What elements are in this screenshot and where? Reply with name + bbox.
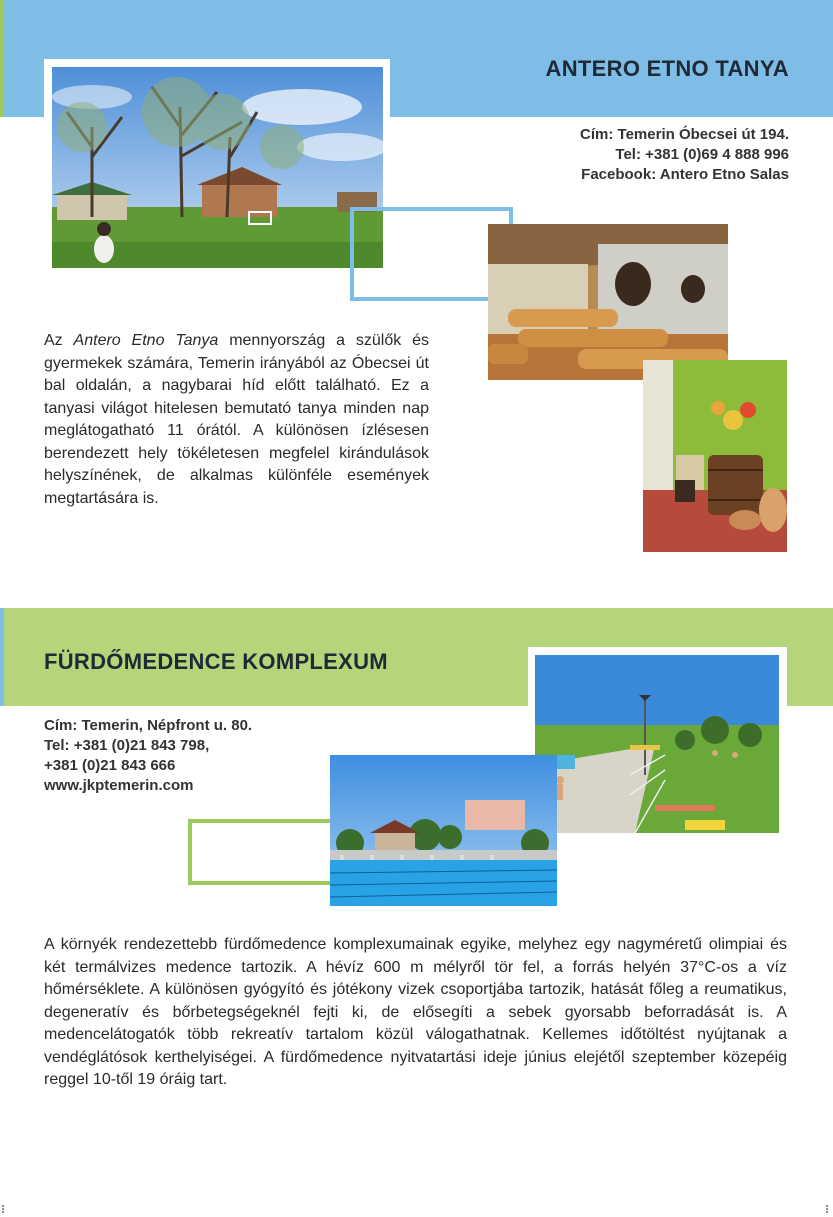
- website-link[interactable]: www.jkptemerin.com: [44, 777, 194, 794]
- section-title-antero: ANTERO ETNO TANYA: [545, 56, 789, 81]
- phone-line: Tel: +381 (0)21 843 798,: [44, 737, 210, 754]
- olympic-pool-photo: [330, 755, 557, 906]
- facebook-link[interactable]: Facebook: Antero Etno Salas: [581, 166, 789, 183]
- address-line: Cím: Temerin, Népfront u. 80.: [44, 717, 253, 734]
- antero-name-italic: Antero Etno Tanya: [73, 332, 219, 349]
- address-line: Cím: Temerin Óbecsei út 194.: [580, 126, 789, 143]
- band-edge-accent: [0, 608, 4, 706]
- decorative-square-green: [188, 819, 332, 885]
- antero-description: Az Antero Etno Tanya mennyország a szülők és gyermekek számára, Temerin irányából az Óbecsei út bal oldalán, a nagybarai híd előtt található. Ez a tanyasi világot hitelesen bemutató tanya minden nap meglátogatható 11 órától. A különösen ízlésesen berendezett hely tökéletesen megfelel kirándulások helyszínének, de alkalmas különféle események megtartására is.: [44, 332, 429, 507]
- pottery-photo: [643, 360, 787, 552]
- farm-photo: [52, 67, 383, 268]
- dining-hall-photo: [488, 224, 728, 380]
- phone-line-2: +381 (0)21 843 666: [44, 757, 176, 774]
- pool-description: A környék rendezettebb fürdőmedence komplexumainak egyike, melyhez egy nagyméretű olimpiai és két termálvizes medence tartozik. A hévíz 600 m mélyről tör fel, a forrás helyén 37°C-os a víz hőmérséklete. A különösen gyógyító és jótékony vizek csoportjába tartozik, hatását főleg a reumatikus, degeneratív és bőrbetegségeknél fejti ki, de elősegíti a sebek gyorsabb beforradását is. A medencelátogatók több rekreatív tartalom közül válogathatnak. Kellemes időtöltést nyújtanak a vendéglátósok kerthelyiségei. A fürdőmedence nyitvatartási ideje június elejétől szeptember közepéig reggel 10-től 19 óráig tart.: [44, 936, 787, 1088]
- crop-mark: [826, 1205, 830, 1213]
- phone-line: Tel: +381 (0)69 4 888 996: [615, 146, 789, 163]
- band-edge-accent: [0, 0, 3, 117]
- pool-lawn-photo: [535, 655, 779, 833]
- section-title-pool: FÜRDŐMEDENCE KOMPLEXUM: [44, 649, 388, 674]
- crop-mark: [2, 1205, 6, 1213]
